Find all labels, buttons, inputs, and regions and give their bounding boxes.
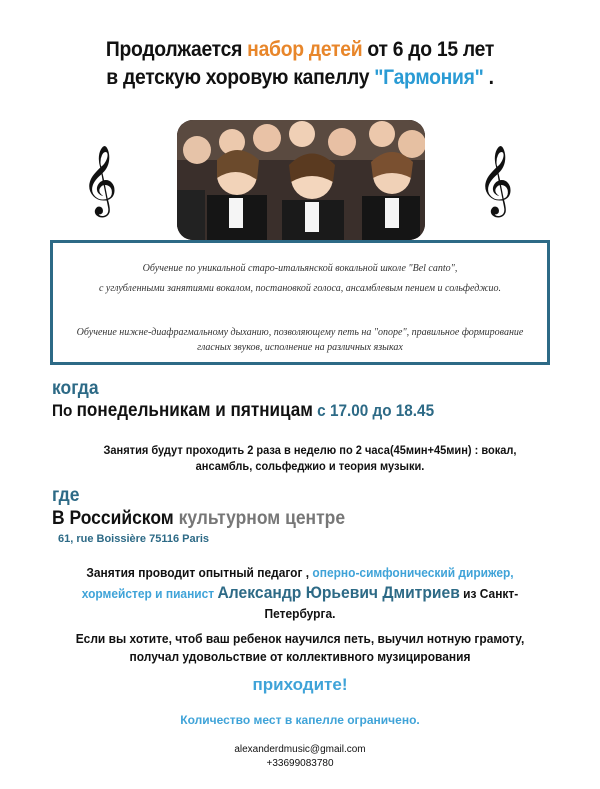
info-paragraph-3: Обучение нижне-диафрагмальному дыханию, позволяющему петь на "опоре", правильное формирование гласных звуков, исполнение на различных языках <box>76 327 524 353</box>
invitation-text: Если вы хотите, чтоб ваш ребенок научился петь, выучил нотную грамоту, получал удовольствие от коллективного музицирования <box>75 631 525 664</box>
venue-name-part: В Российском <box>52 508 179 529</box>
info-paragraph-1: Обучение по уникальной старо-итальянской вокальной школе "Bel canto", <box>142 263 458 274</box>
teacher-text: Занятия проводит опытный педагог , <box>86 565 313 580</box>
contact-phone: +33699083780 <box>266 758 334 769</box>
headline-text: Продолжается <box>105 38 248 61</box>
venue-address: 61, rue Boissière 75116 Paris <box>58 533 210 545</box>
venue-name-part: культурном центре <box>178 508 346 529</box>
treble-clef-icon: 𝄞 <box>478 145 514 215</box>
schedule-days <box>52 400 434 422</box>
children-choir-illustration <box>177 120 425 240</box>
headline-text: от 6 до 15 лет <box>362 38 495 61</box>
teacher-text: из Санкт-Петербурга. <box>264 586 519 621</box>
contact-email: alexanderdmusic@gmail.com <box>234 744 366 755</box>
where-label: где <box>52 485 80 506</box>
call-to-action: приходите! <box>252 675 348 694</box>
when-label: когда <box>52 378 99 399</box>
headline-line-2 <box>24 66 576 90</box>
limited-places-note: Количество мест в капелле ограничено. <box>180 713 420 727</box>
children-choir-photo <box>177 120 425 240</box>
program-info-box <box>50 240 550 365</box>
teacher-title: оперно-симфонический дирижер, хормейстер и пианист <box>81 565 514 601</box>
headline-text: . <box>483 66 494 89</box>
info-paragraph-2: с углубленными занятиями вокалом, постановкой голоса, ансамблевым пением и сольфеджио. <box>98 283 502 294</box>
venue-name <box>52 508 345 530</box>
teacher-name: Александр Юрьевич Дмитриев <box>217 583 460 602</box>
headline-highlight: набор детей <box>247 38 363 61</box>
schedule-time: с 17.00 до 18.45 <box>312 401 435 420</box>
teacher-info <box>61 563 539 624</box>
schedule-days-text: понедельникам и пятницам <box>76 400 313 421</box>
headline-line-1 <box>24 38 576 62</box>
choir-name: "Гармония" <box>374 66 484 89</box>
headline-text: в детскую хоровую капеллу <box>106 66 375 89</box>
schedule-details: Занятия будут проходить 2 раза в неделю по 2 часа(45мин+45мин) : вокал, ансамбль, сольфеджио и теория музыки. <box>103 443 517 473</box>
treble-clef-icon: 𝄞 <box>82 145 118 215</box>
schedule-prefix: По <box>52 401 77 420</box>
